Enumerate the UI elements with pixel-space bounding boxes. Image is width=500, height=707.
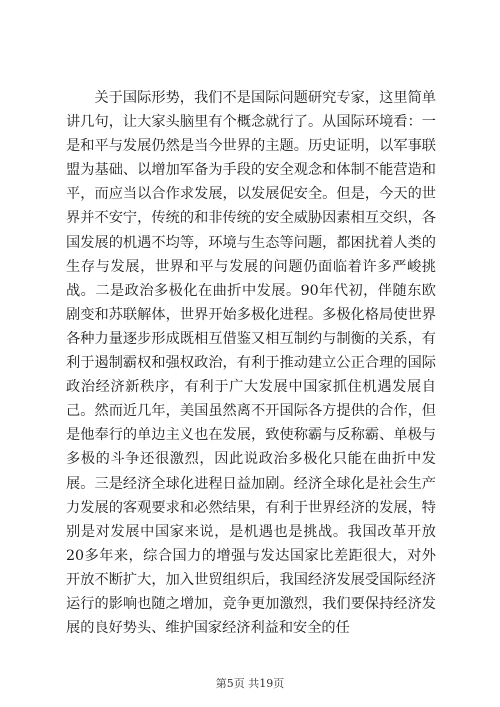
page-footer: 第5页 共19页 — [215, 677, 285, 690]
body-paragraph: 关于国际形势，我们不是国际问题研究专家，这里简单讲几句，让大家头脑里有个概念就行了。从国际环境看：一是和平与发展仍然是当今世界的主题。历史证明，以军事联盟为基础、以增加军备为手段的安全观念和体制不能营造和平，而应当以合作求发展，以发展促安全。但是，今天的世界并不安宁，传统的和非传统的安全威胁因素相互交织，各国发展的机遇不均等，环境与生态等问题，都困扰着人类的生存与发展，世界和平与发展的问题仍面临着许多严峻挑战。二是政治多极化在曲折中发展。90年代初，伴随东欧剧变和苏联解体，世界开始多极化进程。多极化格局使世界各种力量逐步形成既相互借鉴又相互制约与制衡的关系，有利于遏制霸权和强权政治，有利于推动建立公正合理的国际政治经济新秩序，有利于广大发展中国家抓住机遇发展自己。然而近几年，美国虽然离不开国际各方提供的合作，但是他奉行的单边主义也在发展，致使称霸与反称霸、单极与多极的斗争还很激烈，因此说政治多极化只能在曲折中发展。三是经济全球化进程日益加剧。经济全球化是社会生产力发展的客观要求和必然结果，有利于世界经济的发展，特别是对发展中国家来说，是机遇也是挑战。我国改革开放20多年来，综合国力的增强与发达国家比差距很大，对外开放不断扩大，加入世贸组织后，我国经济发展受国际经济运行的影响也随之增加，竞争更加激烈，我们要保持经济发展的良好势头、维护国家经济利益和安全的任 — [66, 90, 436, 637]
